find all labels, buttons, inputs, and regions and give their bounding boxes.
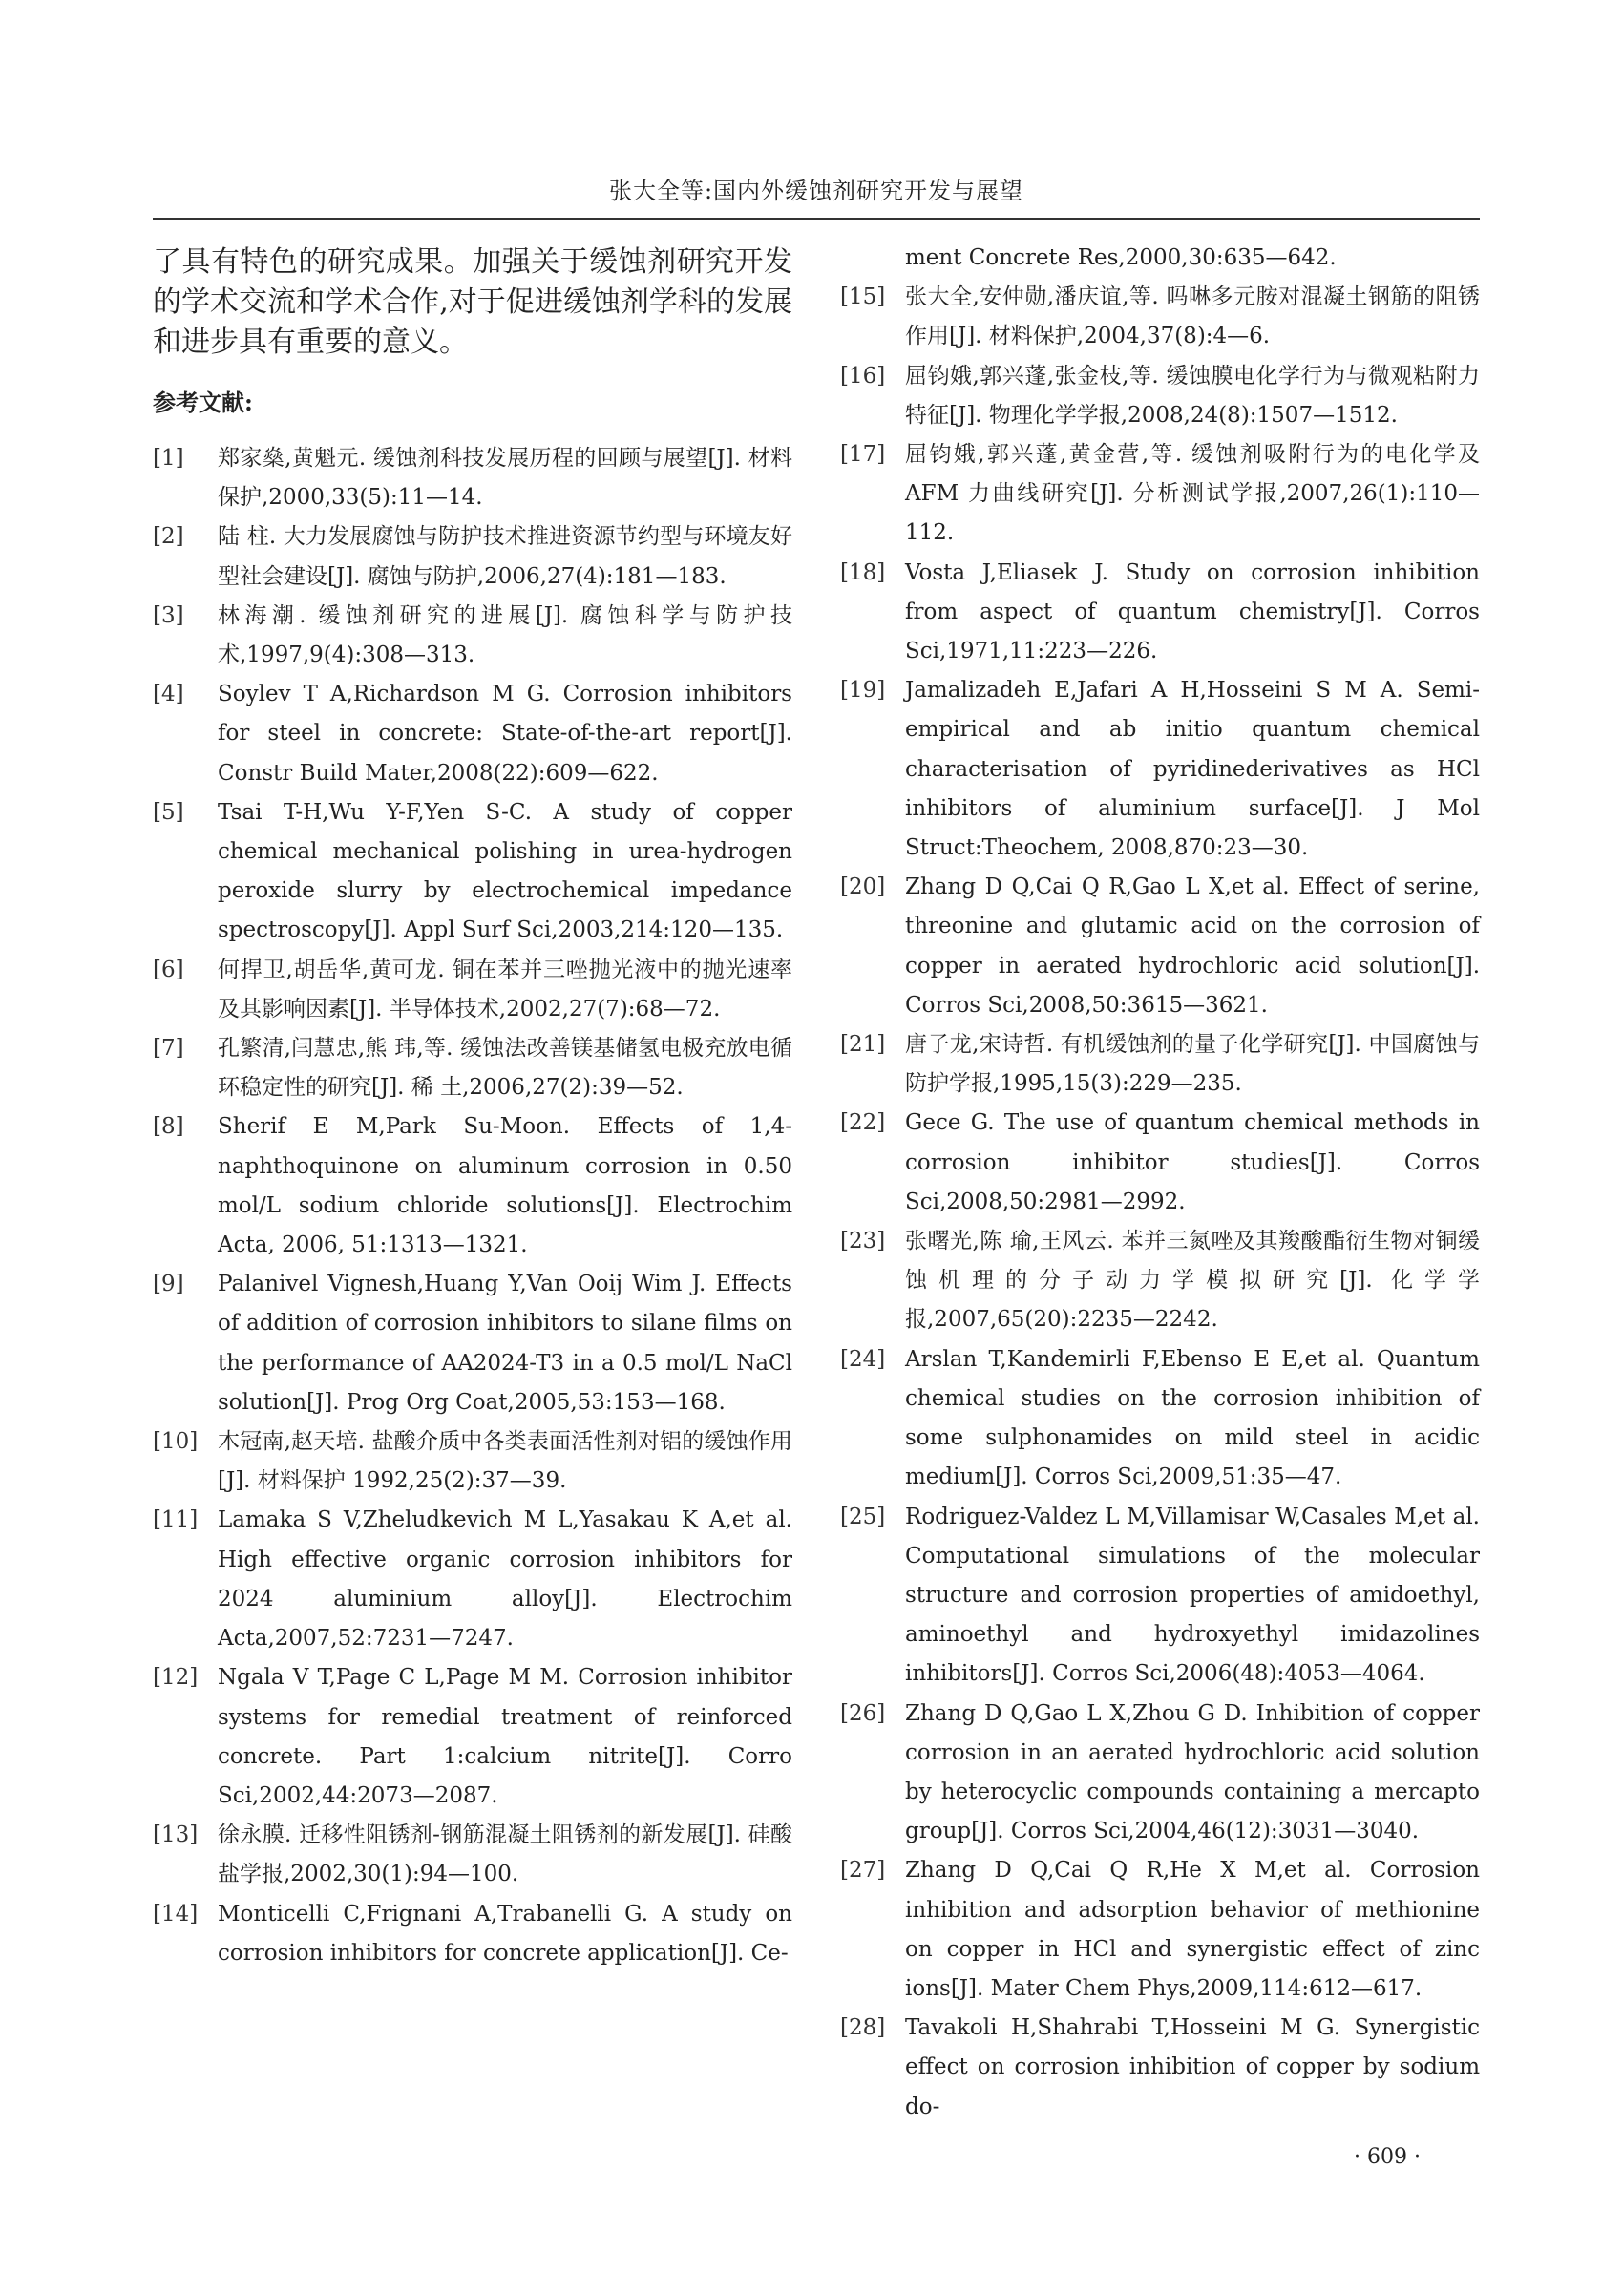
reference-text: 张曙光,陈 瑜,王风云. 苯并三氮唑及其羧酸酯衍生物对铜缓蚀机理的分子动力学模拟研究[J]. 化学学报,2007,65(20):2235—2242.: [905, 1229, 1480, 1333]
reference-text: Jamalizadeh E,Jafari A H,Hosseini S M A. Semi-empirical and ab initio quantum chemical characterisation of pyridinederivatives as HCl inhibitors of aluminium surface[J]. J Mol Struct:Theochem, 2008,870:23—30.: [905, 678, 1480, 861]
reference-item: [840, 357, 1480, 435]
reference-text: Zhang D Q,Cai Q R,Gao L X,et al. Effect of serine, threonine and glutamic acid on the corrosion of copper in aerated hydrochloric acid solution[J]. Corros Sci,2008,50:3615—3621.: [905, 874, 1480, 1018]
reference-text: 林海潮. 缓蚀剂研究的进展[J]. 腐蚀科学与防护技术,1997,9(4):308—313.: [218, 602, 792, 668]
reference-item: [840, 1222, 1480, 1340]
reference-item: [840, 554, 1480, 672]
reference-number: [13]: [153, 1822, 199, 1848]
reference-item: [840, 868, 1480, 1025]
reference-text: Arslan T,Kandemirli F,Ebenso E E,et al. Quantum chemical studies on the corrosion inhibition of some sulphonamides on mild steel in acidic medium[J]. Corros Sci,2009,51:35—47.: [905, 1346, 1480, 1490]
references-list-left: [153, 439, 792, 1973]
reference-number: [15]: [840, 284, 886, 310]
reference-item: [840, 278, 1480, 356]
reference-item: [840, 1498, 1480, 1695]
reference-text: Gece G. The use of quantum chemical methods in corrosion inhibitor studies[J]. Corros Sci,2008,50:2981—2992.: [905, 1110, 1480, 1214]
reference-text: Tsai T-H,Wu Y-F,Yen S-C. A study of copper chemical mechanical polishing in urea-hydrogen peroxide slurry by electrochemical impedance spectroscopy[J]. Appl Surf Sci,2003,214:120—135.: [218, 799, 792, 943]
reference-item: [840, 1695, 1480, 1852]
reference-number: [27]: [840, 1858, 886, 1884]
reference-text: Lamaka S V,Zheludkevich M L,Yasakau K A,et al. High effective organic corrosion inhibitors for 2024 aluminium alloy[J]. Electrochim Acta,2007,52:7231—7247.: [218, 1507, 792, 1652]
reference-number: [11]: [153, 1507, 199, 1533]
reference-item: [840, 671, 1480, 868]
reference-text: 徐永膜. 迁移性阻锈剂-钢筋混凝土阻锈剂的新发展[J]. 硅酸盐学报,2002,30(1):94—100.: [218, 1822, 792, 1887]
reference-text: Ngala V T,Page C L,Page M M. Corrosion inhibitor systems for remedial treatment of reinforced concrete. Part 1:calcium nitrite[J]. Corro Sci,2002,44:2073—2087.: [218, 1665, 792, 1808]
reference-number: [17]: [840, 442, 886, 468]
reference-item: [153, 1029, 792, 1107]
reference-text: 陆 柱. 大力发展腐蚀与防护技术推进资源节约型与环境友好型社会建设[J]. 腐蚀与防护,2006,27(4):181—183.: [218, 524, 792, 589]
reference-number: [3]: [153, 602, 184, 628]
reference-number: [4]: [153, 682, 184, 707]
reference-item: [840, 1104, 1480, 1222]
reference-item: [153, 597, 792, 675]
reference-number: [25]: [840, 1504, 886, 1529]
reference-item: [153, 1422, 792, 1501]
reference-text: Zhang D Q,Gao L X,Zhou G D. Inhibition of copper corrosion in an aerated hydrochloric acid solution by heterocyclic compounds containing a mercapto group[J]. Corros Sci,2004,46(12):3031—3040.: [905, 1700, 1480, 1844]
reference-text: 木冠南,赵天培. 盐酸介质中各类表面活性剂对铝的缓蚀作用[J]. 材料保护 1992,25(2):37—39.: [218, 1429, 792, 1494]
reference-number: [12]: [153, 1665, 199, 1691]
reference-number: [7]: [153, 1036, 184, 1062]
reference-number: [24]: [840, 1346, 886, 1372]
reference-number: [6]: [153, 957, 184, 982]
reference-number: [21]: [840, 1032, 886, 1058]
reference-item: [840, 435, 1480, 554]
reference-number: [23]: [840, 1229, 886, 1254]
reference-number: [22]: [840, 1110, 886, 1136]
reference-item: [153, 1658, 792, 1816]
reference-number: [5]: [153, 799, 184, 825]
references-list-right: [840, 278, 1480, 2127]
reference-item: [840, 1851, 1480, 2009]
reference-number: [26]: [840, 1700, 886, 1726]
reference-number: [8]: [153, 1114, 184, 1140]
reference-item: [153, 951, 792, 1029]
reference-number: [9]: [153, 1272, 184, 1297]
reference-number: [10]: [153, 1429, 199, 1455]
intro-paragraph: 了具有特色的研究成果。加强关于缓蚀剂研究开发的学术交流和学术合作,对于促进缓蚀剂学科的发展和进步具有重要的意义。: [153, 245, 792, 359]
reference-text: Soylev T A,Richardson M G. Corrosion inhibitors for steel in concrete: State-of-the-art report[J]. Constr Build Mater,2008(22):609—622.: [218, 682, 792, 786]
reference-item: [153, 1895, 792, 1973]
reference-continuation: [840, 239, 1480, 278]
reference-text: Palanivel Vignesh,Huang Y,Van Ooij Wim J. Effects of addition of corrosion inhibitors to silane films on the performance of AA2024-T3 in a 0.5 mol/L NaCl solution[J]. Prog Org Coat,2005,53:153—168.: [218, 1272, 792, 1415]
reference-text: 郑家燊,黄魁元. 缓蚀剂科技发展历程的回顾与展望[J]. 材料保护,2000,33(5):11—14.: [218, 446, 792, 511]
reference-item: [840, 1340, 1480, 1498]
running-header: 张大全等:国内外缓蚀剂研究开发与展望: [153, 172, 1480, 220]
reference-item: [153, 793, 792, 951]
reference-text: Monticelli C,Frignani A,Trabanelli G. A study on corrosion inhibitors for concrete application[J]. Ce-: [218, 1901, 792, 1966]
reference-item: [153, 1265, 792, 1422]
reference-number: [2]: [153, 524, 184, 550]
reference-number: [18]: [840, 559, 886, 585]
reference-text: 张大全,安仲勋,潘庆谊,等. 吗啉多元胺对混凝土钢筋的阻锈作用[J]. 材料保护,2004,37(8):4—6.: [905, 284, 1480, 349]
reference-number: [20]: [840, 874, 886, 900]
reference-item: [153, 1501, 792, 1658]
reference-text: Sherif E M,Park Su-Moon. Effects of 1,4-naphthoquinone on aluminum corrosion in 0.50 mol/L sodium chloride solutions[J]. Electrochim Acta, 2006, 51:1313—1321.: [218, 1114, 792, 1258]
reference-item: [153, 517, 792, 596]
left-column: [153, 239, 792, 1973]
reference-item: [840, 2009, 1480, 2127]
reference-text: 屈钧娥,郭兴蓬,黄金营,等. 缓蚀剂吸附行为的电化学及 AFM 力曲线研究[J]. 分析测试学报,2007,26(1):110—112.: [905, 442, 1480, 546]
reference-text: Zhang D Q,Cai Q R,He X M,et al. Corrosion inhibition and adsorption behavior of methionine on copper in HCl and synergistic effect of zinc ions[J]. Mater Chem Phys,2009,114:612—617.: [905, 1858, 1480, 2001]
reference-item: [153, 675, 792, 793]
reference-item: [153, 439, 792, 517]
reference-number: [1]: [153, 446, 184, 471]
reference-text: Tavakoli H,Shahrabi T,Hosseini M G. Synergistic effect on corrosion inhibition of copper by sodium do-: [905, 2015, 1480, 2119]
reference-item: [153, 1107, 792, 1265]
reference-text: 何捍卫,胡岳华,黄可龙. 铜在苯并三唑抛光液中的抛光速率及其影响因素[J]. 半导体技术,2002,27(7):68—72.: [218, 957, 792, 1022]
reference-continuation-text: ment Concrete Res,2000,30:635—642.: [905, 245, 1337, 270]
reference-number: [28]: [840, 2015, 886, 2041]
reference-text: 孔繁清,闫慧忠,熊 玮,等. 缓蚀法改善镁基储氢电极充放电循环稳定性的研究[J]. 稀 土,2006,27(2):39—52.: [218, 1036, 792, 1101]
page-number: · 609 ·: [1354, 2145, 1421, 2169]
reference-text: 唐子龙,宋诗哲. 有机缓蚀剂的量子化学研究[J]. 中国腐蚀与防护学报,1995,15(3):229—235.: [905, 1032, 1480, 1097]
reference-number: [19]: [840, 678, 886, 704]
reference-number: [14]: [153, 1901, 199, 1927]
reference-item: [153, 1816, 792, 1894]
right-column: [840, 239, 1480, 2127]
reference-item: [840, 1025, 1480, 1104]
reference-text: Vosta J,Eliasek J. Study on corrosion inhibition from aspect of quantum chemistry[J]. Corros Sci,1971,11:223—226.: [905, 559, 1480, 664]
reference-number: [16]: [840, 363, 886, 389]
references-heading: 参考文献:: [153, 389, 253, 416]
reference-text: Rodriguez-Valdez L M,Villamisar W,Casales M,et al. Computational simulations of the molecular structure and corrosion properties of amidoethyl, aminoethyl and hydroxyethyl imidazolines inhibitors[J]. Corros Sci,2006(48):4053—4064.: [905, 1504, 1480, 1687]
reference-text: 屈钧娥,郭兴蓬,张金枝,等. 缓蚀膜电化学行为与微观粘附力特征[J]. 物理化学学报,2008,24(8):1507—1512.: [905, 363, 1480, 428]
